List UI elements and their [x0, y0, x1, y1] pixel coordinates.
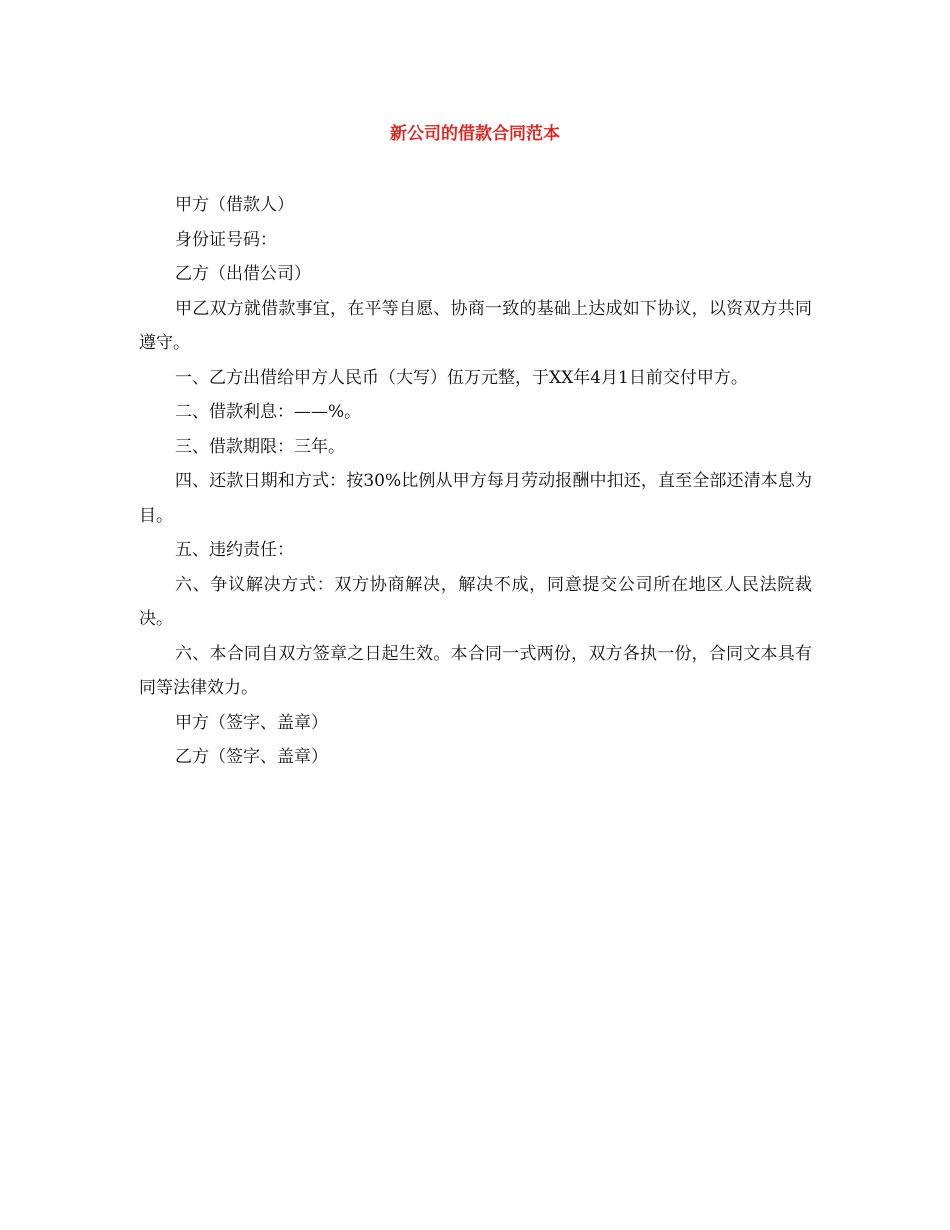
party-a-line: 甲方（借款人）	[175, 195, 294, 215]
clause-interest: 二、借款利息：——%。	[175, 402, 362, 422]
party-b-line: 乙方（出借公司）	[175, 264, 311, 284]
id-number-line: 身份证号码：	[175, 229, 277, 250]
signature-party-a: 甲方（签字、盖章）	[175, 712, 328, 733]
signature-party-b: 乙方（签字、盖章）	[175, 747, 328, 767]
clause-repayment: 四、还款日期和方式：按30%比例从甲方每月劳动报酬中扣还，直至全部还清本息为目。	[139, 471, 812, 526]
clause-loan-amount: 一、乙方出借给甲方人民币（大写）伍万元整，于XX年4月1日前交付甲方。	[175, 367, 748, 388]
document-title: 新公司的借款合同范本	[390, 124, 560, 144]
clause-term: 三、借款期限：三年。	[175, 436, 345, 457]
contract-body	[139, 188, 812, 775]
clause-dispute: 六、争议解决方式：双方协商解决，解决不成，同意提交公司所在地区人民法院裁决。	[139, 574, 812, 629]
clause-effectiveness: 六、本合同自双方签章之日起生效。本合同一式两份，双方各执一份，合同文本具有同等法律效力。	[139, 643, 812, 698]
clause-liability: 五、违约责任：	[175, 540, 294, 560]
preamble-paragraph: 甲乙双方就借款事宜，在平等自愿、协商一致的基础上达成如下协议，以资双方共同遵守。	[139, 298, 812, 353]
